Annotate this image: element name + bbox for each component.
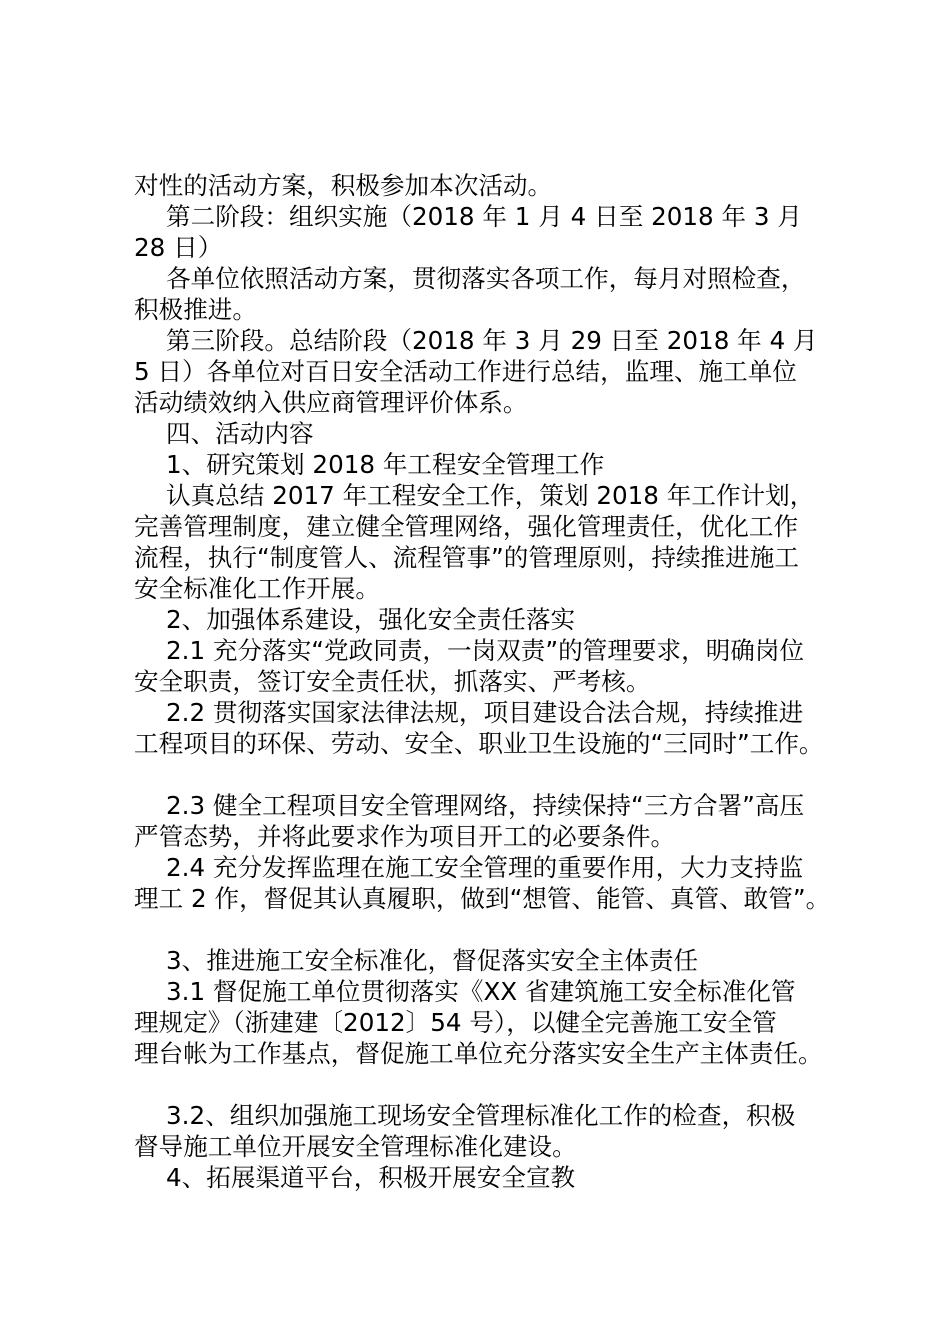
text-line: 流程，执行“制度管人、流程管事”的管理原则，持续推进施工 — [134, 543, 799, 572]
blank-line — [134, 914, 844, 945]
text-line: 认真总结 2017 年工程安全工作，策划 2018 年工作计划， — [166, 481, 815, 510]
text-line: 5 日）各单位对百日安全活动工作进行总结，监理、施工单位 — [134, 357, 797, 386]
text-line: 2.4 充分发挥监理在施工安全管理的重要作用，大力支持监 — [166, 853, 804, 882]
text-line: 积极推进。 — [134, 295, 257, 324]
text-line: 完善管理制度，建立健全管理网络，强化管理责任，优化工作 — [134, 512, 799, 541]
blank-line — [134, 759, 844, 790]
text-line: 理工 2 作，督促其认真履职，做到“想管、能管、真管、敢管”。 — [134, 884, 831, 913]
text-line: 各单位依照活动方案，贯彻落实各项工作，每月对照检查， — [166, 264, 806, 293]
text-line: 第二阶段：组织实施（2018 年 1 月 4 日至 2018 年 3 月 — [166, 202, 802, 231]
text-line: 3.2、组织加强施工现场安全管理标准化工作的检查，积极 — [166, 1101, 796, 1130]
text-line: 理台帐为工作基点，督促施工单位充分落实安全生产主体责任。 — [134, 1039, 823, 1068]
text-line: 活动绩效纳入供应商管理评价体系。 — [134, 388, 528, 417]
text-line: 严管态势，并将此要求作为项目开工的必要条件。 — [134, 822, 676, 851]
text-line: 安全标准化工作开展。 — [134, 574, 380, 603]
subsection-heading: 2、加强体系建设，强化安全责任落实 — [166, 605, 576, 634]
subsection-heading: 1、研究策划 2018 年工程安全管理工作 — [166, 450, 605, 479]
text-line: 对性的活动方案，积极参加本次活动。 — [134, 171, 553, 200]
subsection-heading: 4、拓展渠道平台，积极开展安全宣教 — [166, 1163, 576, 1192]
text-line: 工程项目的环保、劳动、安全、职业卫生设施的“三同时”工作。 — [134, 729, 824, 758]
blank-line — [134, 1069, 844, 1100]
text-line: 2.3 健全工程项目安全管理网络，持续保持“三方合署”高压 — [166, 791, 805, 820]
text-line: 理规定》（浙建建〔2012〕54 号），以健全完善施工安全管 — [134, 1008, 777, 1037]
text-line: 2.1 充分落实“党政同责，一岗双责”的管理要求，明确岗位 — [166, 636, 805, 665]
document-body — [134, 170, 844, 1193]
text-line: 督导施工单位开展安全管理标准化建设。 — [134, 1132, 577, 1161]
text-line: 28 日） — [134, 233, 223, 262]
subsection-heading: 3、推进施工安全标准化，督促落实安全主体责任 — [166, 946, 699, 975]
text-line: 安全职责，签订安全责任状，抓落实、严考核。 — [134, 667, 651, 696]
text-line: 3.1 督促施工单位贯彻落实《XX 省建筑施工安全标准化管 — [166, 977, 796, 1006]
section-heading: 四、活动内容 — [166, 419, 314, 448]
text-line: 2.2 贯彻落实国家法律法规，项目建设合法合规，持续推进 — [166, 698, 804, 727]
text-line: 第三阶段。总结阶段（2018 年 3 月 29 日至 2018 年 4 月 — [166, 326, 818, 355]
